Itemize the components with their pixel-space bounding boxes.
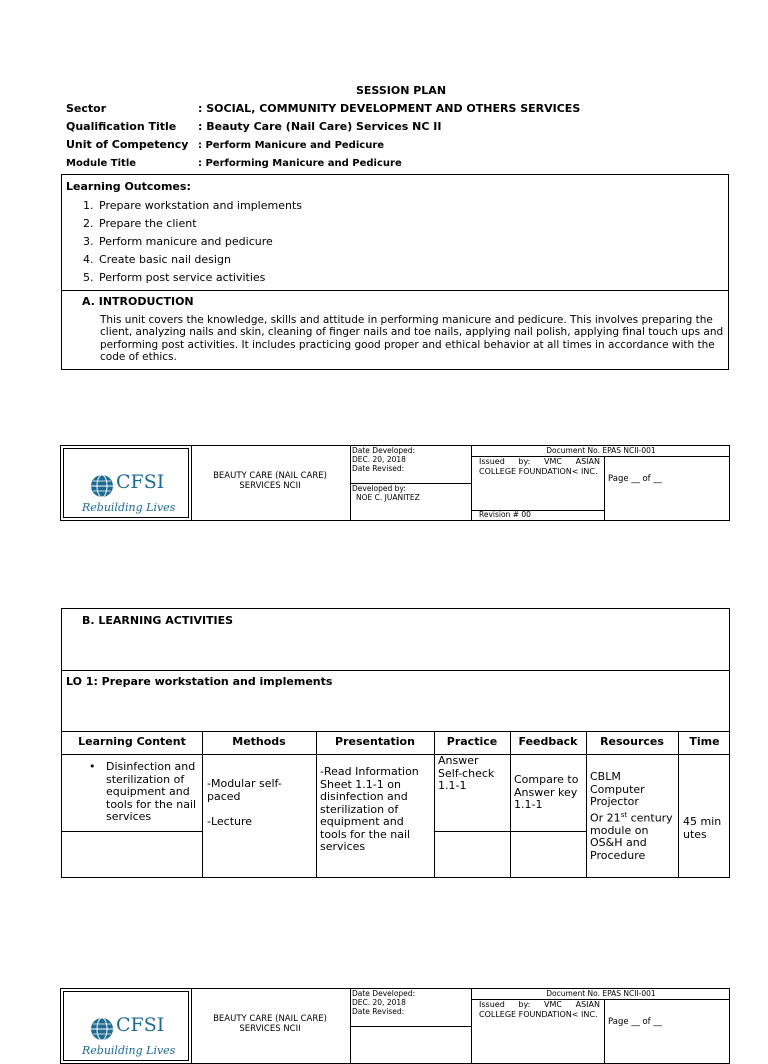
- globe-icon: [90, 474, 114, 498]
- document-number: Document No. EPAS NCII-001: [546, 989, 656, 998]
- footer-title: BEAUTY CARE (NAIL CARE) SERVICES NCII: [213, 1014, 327, 1034]
- logo-tagline: Rebuilding Lives: [82, 1044, 176, 1057]
- divider: [202, 731, 203, 877]
- module-row: [66, 156, 402, 169]
- divider: [62, 754, 729, 755]
- divider: [316, 731, 317, 877]
- page-number: Page __ of __: [608, 474, 662, 484]
- qualification-value: : Beauty Care (Nail Care) Services NC II: [198, 120, 442, 133]
- divider: [434, 731, 435, 877]
- sector-row: [66, 102, 580, 115]
- time-cell: 45 minutes: [683, 815, 722, 841]
- globe-icon: [90, 1017, 114, 1041]
- feedback-cell: Compare to Answer key 1.1-1: [514, 773, 579, 811]
- resources-cell: CBLM Computer Projector Or 21st century module on OS&H and Procedure: [590, 770, 673, 862]
- page-number: Page __ of __: [608, 1017, 662, 1027]
- column-header: Practice: [446, 735, 498, 748]
- column-header: Feedback: [518, 735, 578, 748]
- qualification-label: Qualification Title: [66, 120, 177, 133]
- document-footer: [60, 445, 730, 521]
- footer-title: BEAUTY CARE (NAIL CARE) SERVICES NCII: [213, 471, 327, 491]
- introduction-heading: A. INTRODUCTION: [82, 295, 194, 308]
- learning-outcomes-box: [61, 174, 729, 370]
- logo-tagline: Rebuilding Lives: [82, 501, 176, 514]
- logo: [63, 448, 189, 518]
- learning-activities-heading: B. LEARNING ACTIVITIES: [82, 614, 234, 627]
- divider: [471, 446, 472, 520]
- introduction-text: This unit covers the knowledge, skills and attitude in performing manicure and pedicure. This involves preparing the client, analyzing nails and skin, cleaning of finger nails and toe nails, applying nail polish, applying final touch ups and performing post activities. It includes practicing good proper and ethical behavior at all times in accordance with the code of ethics.: [100, 314, 724, 364]
- developed-by: Developed by: NOE C. JUANITEZ: [352, 484, 420, 502]
- unit-row: [66, 138, 384, 151]
- learning-outcome-item: 5. Perform post service activities: [83, 271, 266, 284]
- sector-label: Sector: [66, 102, 107, 115]
- learning-outcome-item: 1. Prepare workstation and implements: [83, 199, 302, 212]
- date-info: Date Developed: DEC. 20, 2018 Date Revised:: [352, 989, 416, 1016]
- page-title: SESSION PLAN: [355, 84, 447, 97]
- divider: [62, 290, 728, 291]
- qualification-row: [66, 120, 441, 133]
- divider: [604, 999, 605, 1063]
- lo1-heading: LO 1: Prepare workstation and implements: [66, 675, 333, 688]
- learning-outcome-item: 3. Perform manicure and pedicure: [83, 235, 273, 248]
- document-number: Document No. EPAS NCII-001: [546, 446, 656, 455]
- module-value: : Performing Manicure and Pedicure: [198, 158, 402, 169]
- module-label: Module Title: [66, 158, 137, 169]
- divider: [604, 456, 605, 520]
- divider: [510, 731, 511, 877]
- learning-content-cell: Disinfection and sterilization of equipment and tools for the nail services: [106, 760, 197, 823]
- divider: [62, 831, 202, 832]
- divider: [62, 670, 729, 671]
- unit-label: Unit of Competency: [66, 138, 189, 151]
- issued-by: Issued by: VMC ASIAN COLLEGE FOUNDATION< INC.: [479, 457, 600, 476]
- issued-by: Issued by: VMC ASIAN COLLEGE FOUNDATION< INC.: [479, 1000, 600, 1019]
- column-header: Presentation: [335, 735, 415, 748]
- unit-value: : Perform Manicure and Pedicure: [198, 140, 385, 151]
- column-header: Resources: [600, 735, 664, 748]
- document-footer: [60, 988, 730, 1064]
- learning-outcome-item: 4. Create basic nail design: [83, 253, 231, 266]
- revision-number: Revision # 00: [479, 510, 531, 519]
- methods-cell: -Modular self-paced: [207, 777, 282, 803]
- divider: [586, 731, 587, 877]
- divider: [471, 989, 472, 1063]
- sector-value: : SOCIAL, COMMUNITY DEVELOPMENT AND OTHERS SERVICES: [198, 102, 581, 115]
- logo: [63, 991, 189, 1061]
- logo-name: CFSI: [116, 1014, 165, 1036]
- divider: [350, 1026, 471, 1027]
- column-header: Time: [689, 735, 720, 748]
- learning-outcomes-heading: Learning Outcomes:: [66, 180, 191, 193]
- learning-outcome-item: 2. Prepare the client: [83, 217, 197, 230]
- logo-name: CFSI: [116, 471, 165, 493]
- divider: [678, 731, 679, 877]
- column-header: Learning Content: [78, 735, 186, 748]
- learning-activities-box: [61, 608, 730, 878]
- divider: [434, 831, 586, 832]
- practice-cell: Answer Self-check 1.1-1: [438, 754, 495, 792]
- column-header: Methods: [232, 735, 286, 748]
- divider: [62, 731, 729, 732]
- methods-cell: -Lecture: [207, 815, 253, 828]
- date-info: Date Developed: DEC. 20, 2018 Date Revised:: [352, 446, 416, 473]
- bullet-icon: •: [89, 760, 96, 773]
- presentation-cell: -Read Information Sheet 1.1-1 on disinfection and sterilization of equipment and tools for the nail services: [320, 765, 419, 853]
